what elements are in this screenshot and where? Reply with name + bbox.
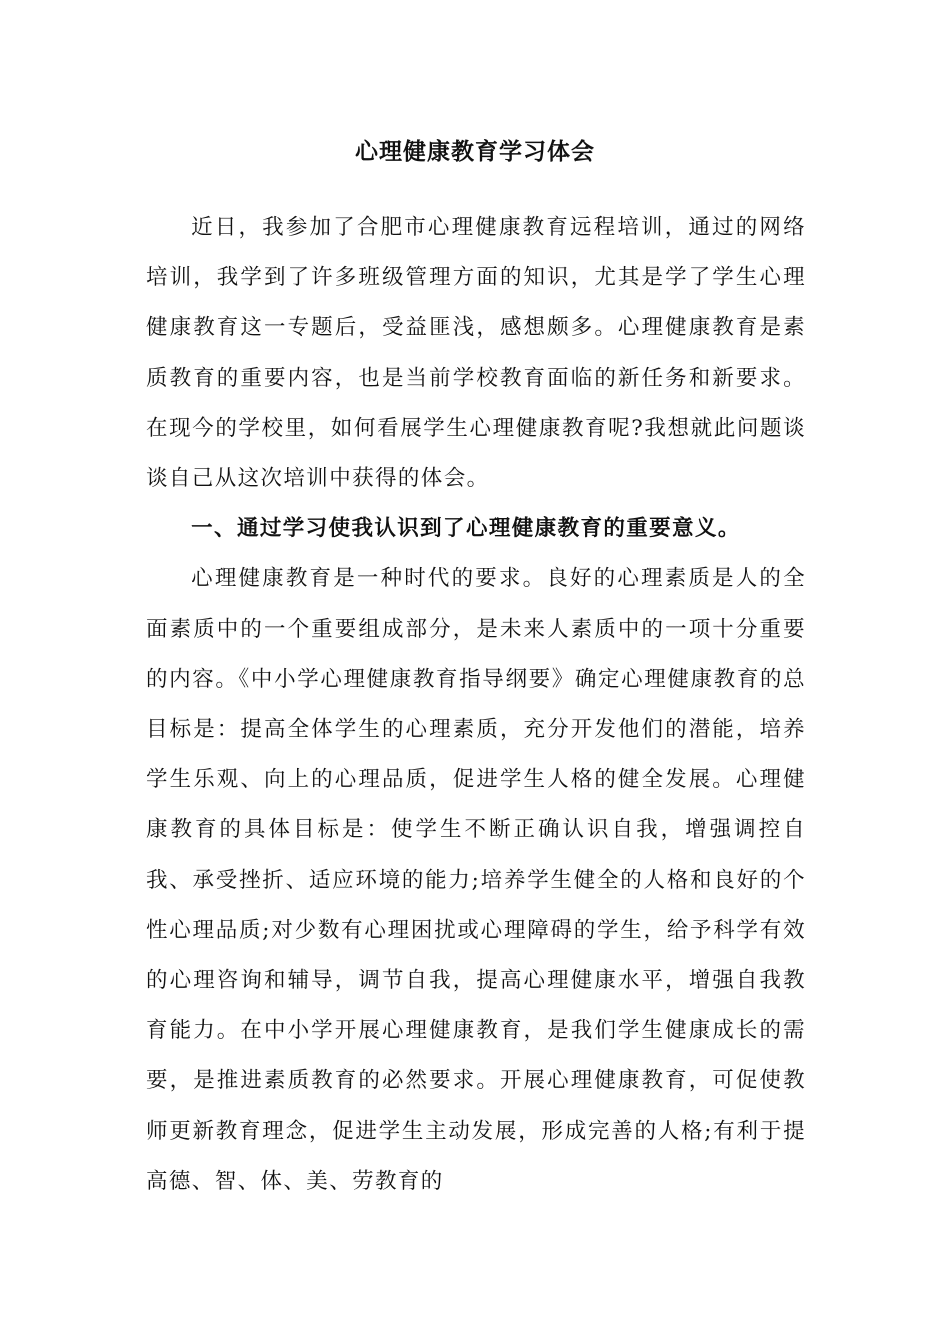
intro-paragraph: 近日，我参加了合肥市心理健康教育远程培训，通过的网络培训，我学到了许多班级管理方面的知识，尤其是学了学生心理健康教育这一专题后，受益匪浅，感想颇多。心理健康教育是素质教育的重要内容，也是当前学校教育面临的新任务和新要求。在现今的学校里，如何看展学生心理健康教育呢?我想就此问题谈谈自己从这次培训中获得的体会。 bbox=[146, 215, 806, 492]
body-paragraph: 心理健康教育是一种时代的要求。良好的心理素质是人的全面素质中的一个重要组成部分，是未来人素质中的一项十分重要的内容。《中小学心理健康教育指导纲要》确定心理健康教育的总目标是：提高全体学生的心理素质，充分开发他们的潜能，培养学生乐观、向上的心理品质，促进学生人格的健全发展。心理健康教育的具体目标是：使学生不断正确认识自我，增强调控自我、承受挫折、适应环境的能力;培养学生健全的人格和良好的个性心理品质;对少数有心理困扰或心理障碍的学生，给予科学有效的心理咨询和辅导，调节自我，提高心理健康水平，增强自我教育能力。在中小学开展心理健康教育，是我们学生健康成长的需要，是推进素质教育的必然要求。开展心理健康教育，可促使教师更新教育理念，促进学生主动发展，形成完善的人格;有利于提高德、智、体、美、劳教育的 bbox=[146, 566, 806, 1194]
section-heading: 一、通过学习使我认识到了心理健康教育的重要意义。 bbox=[191, 516, 741, 542]
document-title: 心理健康教育学习体会 bbox=[355, 139, 595, 165]
document-body bbox=[146, 203, 806, 1207]
